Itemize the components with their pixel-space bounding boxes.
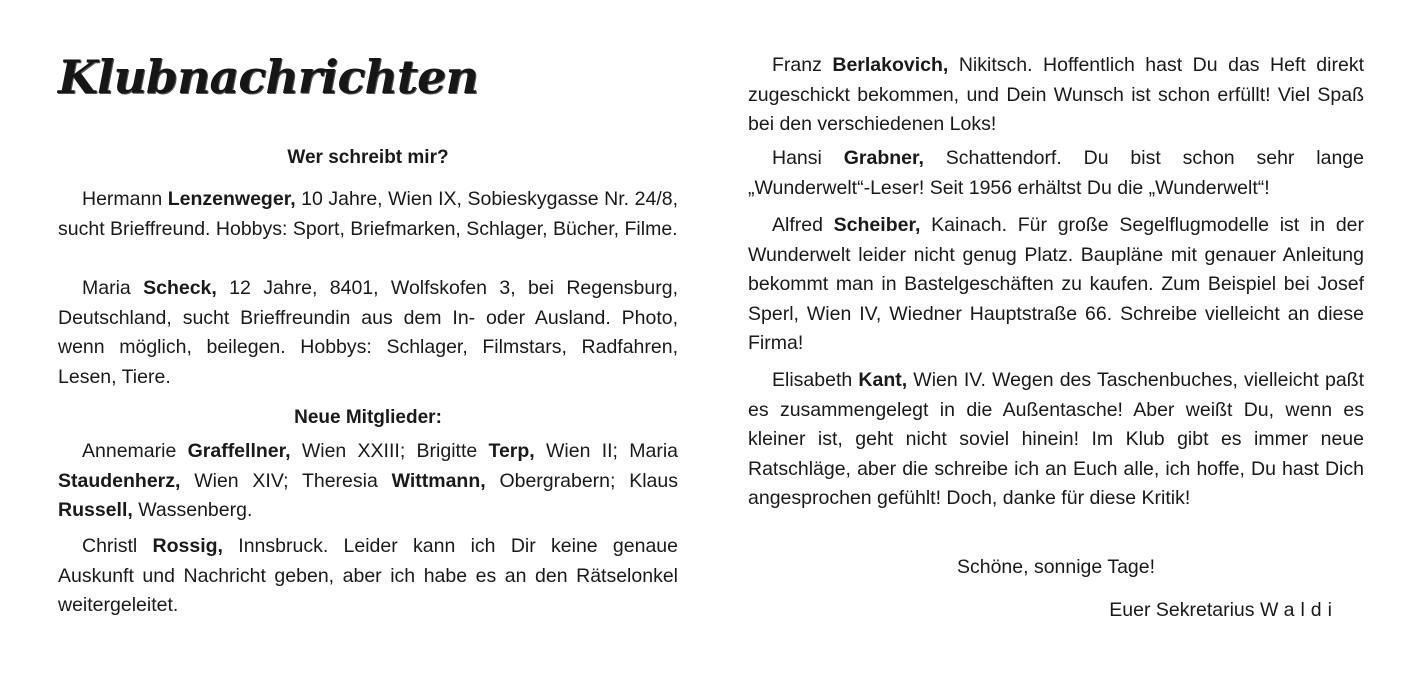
page-title: Klubnachrichten	[58, 50, 478, 104]
entry-text: Nikitsch. Hoffentlich hast Du das Heft direkt zugeschickt bekommen, und Dein Wunsch ist schon erfüllt! Viel Spaß bei den verschiedenen Loks!	[748, 54, 1364, 136]
member-surname: Wittmann,	[391, 469, 486, 492]
reply-entry	[58, 532, 678, 621]
member-text: Wien XIV; Theresia	[180, 469, 392, 492]
entry-surname: Kant,	[858, 369, 908, 391]
member-text: Wassenberg.	[132, 499, 253, 522]
member-surname: Terp,	[488, 440, 535, 462]
entry-text: 10 Jahre, Wien IX, Sobieskygasse Nr. 24/8, sucht Brieffreund. Hobbys: Sport, Briefmarken, Schlager, Bücher, Filme.	[58, 188, 678, 240]
entry-surname: Berlakovich,	[832, 54, 949, 76]
pen-pal-entry	[58, 185, 678, 244]
section-heading-pen-pals: Wer schreibt mir?	[287, 147, 449, 168]
section-heading-new-members: Neue Mitglieder:	[294, 407, 442, 428]
entry-first-name: Maria	[82, 277, 144, 299]
signature-prefix: Euer Sekretarius	[1109, 599, 1260, 621]
reply-entry	[748, 366, 1364, 514]
member-text: Annemarie	[82, 440, 188, 462]
entry-text: Innsbruck. Leider kann ich Dir keine genaue Auskunft und Nachricht geben, aber ich habe es an den Rätselonkel weitergeleitet.	[58, 535, 678, 617]
member-text: Wien II; Maria	[534, 440, 678, 462]
entry-text: 12 Jahre, 8401, Wolfskofen 3, bei Regensburg, Deutschland, sucht Brieffreundin aus dem In- oder Ausland. Photo, wenn möglich, beilegen. Hobbys: Schlager, Filmstars, Radfahren, Lesen, Tiere.	[58, 277, 678, 388]
member-text: Obergrabern; Klaus	[485, 469, 678, 492]
entry-first-name: Alfred	[772, 214, 834, 236]
signature	[1109, 595, 1338, 625]
member-text: Wien XXIII; Brigitte	[290, 440, 489, 462]
entry-surname: Grabner,	[843, 147, 924, 169]
entry-first-name: Christl	[82, 535, 153, 557]
entry-text: Wien IV. Wegen des Taschenbuches, vielleicht paßt es zusammengelegt in die Außentasche! Aber weißt Du, wenn es kleiner ist, geht nicht soviel hinein! Im Klub gibt es immer neue Ratschläge, aber die schreibe ich an Euch alle, ich hoffe, Du hast Dich angesprochen gefühlt! Doch, danke für diese Kritik!	[748, 369, 1365, 510]
entry-first-name: Franz	[772, 54, 833, 76]
entry-first-name: Hansi	[772, 147, 844, 169]
pen-pal-entry	[58, 274, 678, 392]
member-surname: Graffellner,	[187, 440, 291, 462]
entry-surname: Scheiber,	[833, 214, 921, 236]
entry-surname: Scheck,	[143, 277, 217, 299]
entry-first-name: Hermann	[82, 188, 168, 210]
entry-surname: Rossig,	[152, 535, 223, 557]
entry-text: Schattendorf. Du bist schon sehr lange „Wunderwelt“-Leser! Seit 1956 erhältst Du die „Wunderwelt“!	[748, 147, 1364, 199]
reply-entry	[748, 144, 1364, 203]
entry-surname: Lenzenweger,	[167, 188, 296, 210]
entry-text: Kainach. Für große Segelflugmodelle ist in der Wunderwelt leider nicht genug Platz. Baupläne mit genauer Anleitung bekommt man in Bastelgeschäften zu kaufen. Zum Beispiel bei Josef Sperl, Wien IV, Wiedner Hauptstraße 66. Schreibe vielleicht an diese Firma!	[748, 214, 1364, 355]
member-surname: Staudenherz,	[58, 469, 181, 492]
new-members-list	[58, 437, 678, 526]
entry-first-name: Elisabeth	[772, 369, 859, 391]
closing-line: Schöne, sonnige Tage!	[956, 556, 1156, 578]
reply-entry	[748, 211, 1364, 359]
signature-name: Waldi	[1259, 599, 1338, 621]
reply-entry	[748, 51, 1364, 140]
member-surname: Russell,	[58, 499, 133, 522]
